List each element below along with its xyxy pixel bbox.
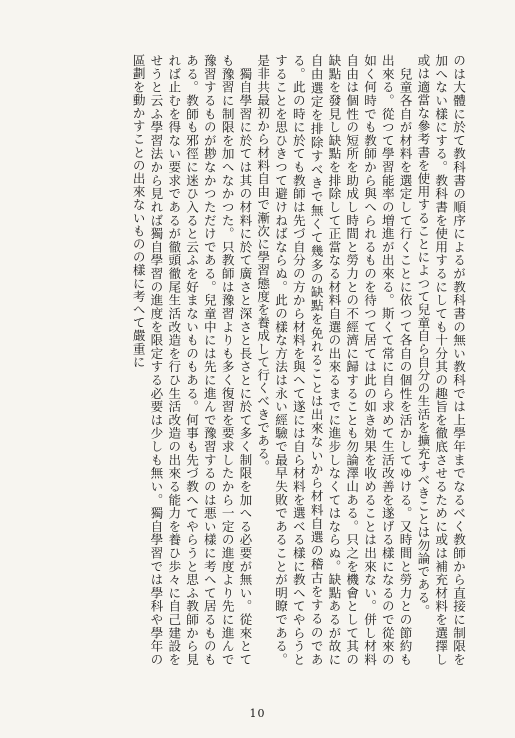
body-text [39, 54, 467, 666]
page-number: 10 [249, 707, 266, 720]
paragraph-2: 兒童各自が材料を選定して行くことに依つて各自の個性を活かしてゆける。又時間と勞力との節約も出來る。從つて學習能率の増進が出來る。斯くて常に自ら求めて生活改善を遂げる樣になるので從來の如く何時でも教師から與へられるものを待つて居ては此の如き効果を收めることは出來ない。併し材料自由は個性の短所を助成し時間と勞力との不經濟に歸することも勿論澤山ある。只之を機會として其の缺點を發見し缺點を排除して正當なる材料自選の出來るまでに進步しなくてはならぬ。缺點あるが故に自由選定を排除すべきで無くて幾多の缺點を免れることは出來ないから材料自選の稽古をするのである。此の時に於ても教師は先づ自分の方から材料を與へて遂には自ら材料を選べる樣に教へてやらうとすることを思ひきつて避けねばならぬ。此の樣な方法は永い經驗で最早失敗であることが明瞭である。是非共最初から材料自由で漸次に學習態度を養成して行くべきである。 [255, 54, 413, 666]
paragraph-1: のは大體に於て教科書の順序によるが教科書の無い教科では上學年までなるべく教師から直接に制限を加へない樣にする。教科書を使用するにしても十分其の趣旨を徹底させるために或は補充材料を選擇し或は適當な參考書を使用することによつて兒童自ら自分の生活を擴充すべきことは勿論である。 [415, 54, 466, 666]
paragraph-3: 獨自學習に於ては其の材料に於て廣さと深さと長さとに於て多く制限を加へる必要が無い。從來とても豫習に制限を加へなかつた。只教師は豫習よりも多く復習を要求したから一定の進度より先に進んで豫習するものが尠なかつただけである。兒童中には先に進んで豫習するのは悪い樣に考へて居るものもある。教師も邪徑に迷ひ入ると云ふを好まないものもある。何事も先づ教へてやらうと思ふ教師から見れば止むを得ない要求であるが徹頭徹尾生活改造を行ひ生活改造の出來る能力を養ひ歩々に自己建設をせうと云ふ學習法から見れば獨自學習の進度を限定する必要は少しも無い。獨自學習では學科や學年の區劃を動かすことの出來ないものの樣に考へて嚴重に [130, 54, 253, 666]
